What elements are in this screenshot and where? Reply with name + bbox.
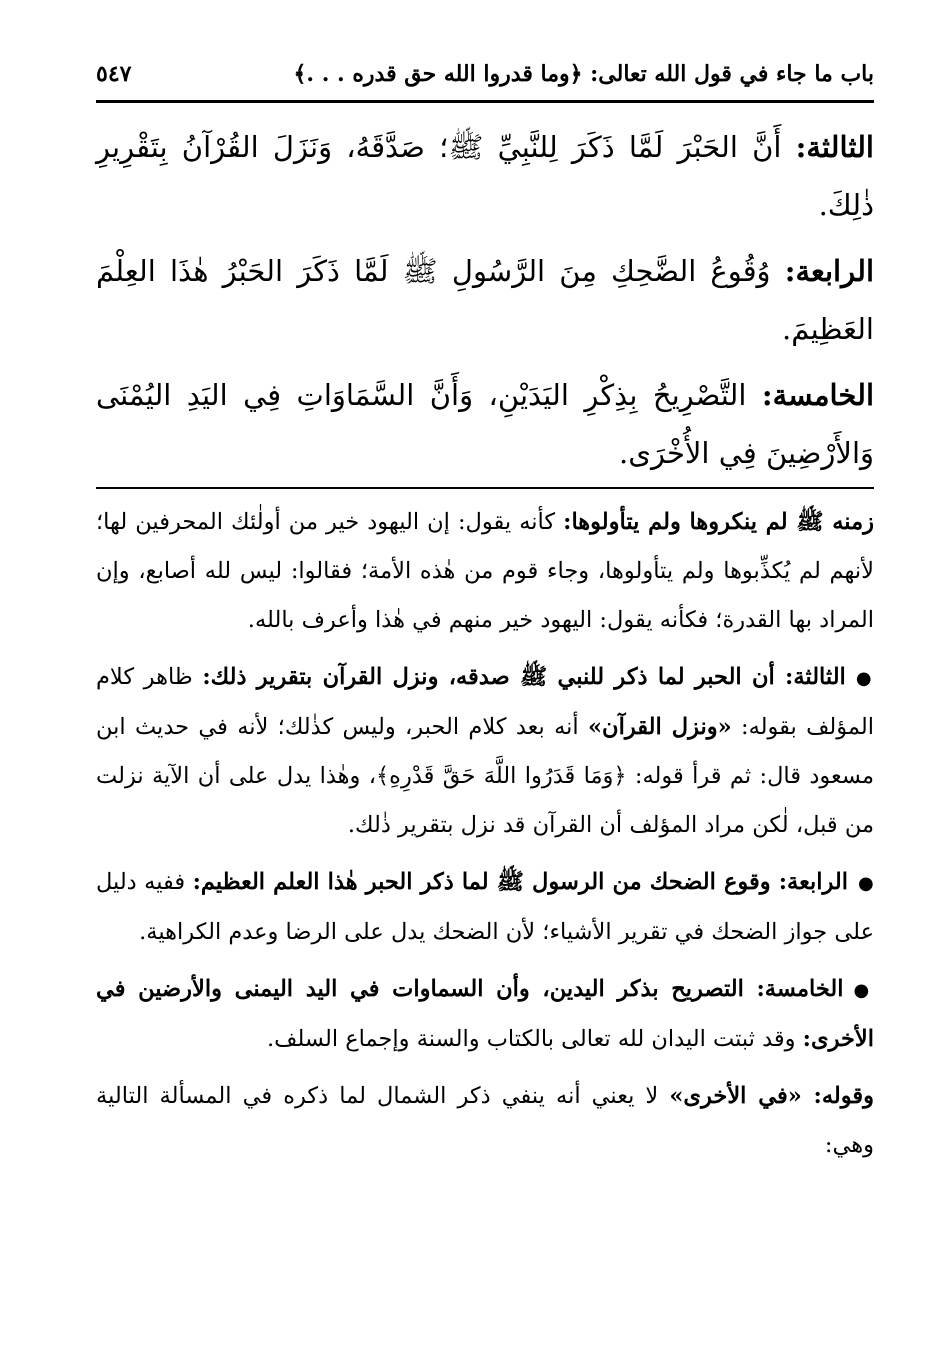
commentary-label: الخامسة: التصريح بذكر اليدين، وأن السماوات في اليد اليمنى والأرضين في الأخرى: (96, 976, 874, 1052)
paragraph-text: وُقُوعُ الضَّحِكِ مِنَ الرَّسُولِ ﷺ لَمَّا ذَكَرَ الحَبْرُ هٰذَا العِلْمَ العَظِيمَ. (96, 254, 874, 346)
paragraph-label: الرابعة: (784, 254, 874, 288)
commentary-text: لا يعني أنه ينفي ذكر الشمال لما ذكره في المسألة التالية وهي: (96, 1083, 874, 1158)
commentary-text: كأنه يقول: إن اليهود خير من أولٰئك المحرفين لها؛ لأنهم لم يُكذِّبوها ولم يتأولوها، وجاء قوم من هٰذه الأمة؛ فقالوا: ليس لله أصابع، وإن المراد بها القدرة؛ فكأنه يقول: اليهود خير منهم في هٰذا وأعرف بالله. (96, 509, 874, 633)
commentary-text: وقد ثبتت اليدان لله تعالى بالكتاب والسنة وإجماع السلف. (267, 1026, 803, 1052)
main-paragraph-fifth (96, 366, 874, 482)
commentary (96, 498, 874, 1178)
commentary-paragraph-fifth (96, 965, 874, 1064)
commentary-paragraph-third (96, 653, 874, 850)
bullet-icon: ● (853, 980, 874, 1001)
paragraph-label: الثالثة: (795, 130, 874, 164)
commentary-label: الرابعة: وقوع الضحك من الرسول ﷺ لما ذكر الحبر هٰذا العلم العظيم: (192, 869, 849, 895)
commentary-paragraph-final (96, 1072, 874, 1170)
main-paragraph-fourth (96, 242, 874, 358)
commentary-label: الثالثة: أن الحبر لما ذكر للنبي ﷺ صدقه، ونزل القرآن بتقرير ذلك: (202, 664, 846, 690)
commentary-text: ففيه دليل على جواز الضحك في تقرير الأشياء؛ لأن الضحك يدل على الرضا وعدم الكراهية. (96, 869, 874, 945)
commentary-text: أنه بعد كلام الحبر، وليس كذٰلك؛ لأنه في حديث ابن مسعود قال: ثم قرأ قوله: ﴿وَمَا قَدَرُوا اللَّهَ حَقَّ قَدْرِهِ﴾، وهٰذا يدل على أن الآية نزلت من قبل، لٰكن مراد المؤلف أن القرآن قد نزل بتقرير ذٰلك. (96, 714, 874, 838)
paragraph-label: الخامسة: (761, 378, 874, 412)
page-number: ٥٤٧ (96, 61, 132, 87)
bullet-icon: ● (858, 873, 874, 894)
header-rule (96, 100, 874, 103)
commentary-paragraph-fourth (96, 858, 874, 957)
commentary-label: زمنه ﷺ لم ينكروها ولم يتأولوها: (563, 509, 874, 535)
commentary-paragraph (96, 498, 874, 645)
commentary-label: وقوله: «في الأخرى» (669, 1083, 875, 1109)
page-header (96, 52, 874, 96)
main-text (96, 118, 874, 490)
bullet-icon: ● (855, 668, 874, 689)
section-divider (96, 487, 874, 489)
paragraph-text: أَنَّ الحَبْرَ لَمَّا ذَكَرَ لِلنَّبِيِّ ﷺ؛ صَدَّقَهُ، وَنَزَلَ القُرْآنُ بِتَقْرِيرِ ذٰلِكَ. (96, 130, 874, 222)
commentary-text: ظاهر كلام المؤلف بقوله: (96, 664, 874, 740)
main-paragraph-third (96, 118, 874, 234)
chapter-title: باب ما جاء في قول الله تعالى: ﴿وما قدروا الله حق قدره . . .﴾ (293, 61, 874, 87)
commentary-quote: «ونزل القرآن» (587, 714, 732, 740)
paragraph-text: التَّصْرِيحُ بِذِكْرِ اليَدَيْنِ، وَأَنَّ السَّمَاوَاتِ فِي اليَدِ اليُمْنَى وَالأَرْضِينَ فِي الأُخْرَى. (96, 378, 874, 470)
